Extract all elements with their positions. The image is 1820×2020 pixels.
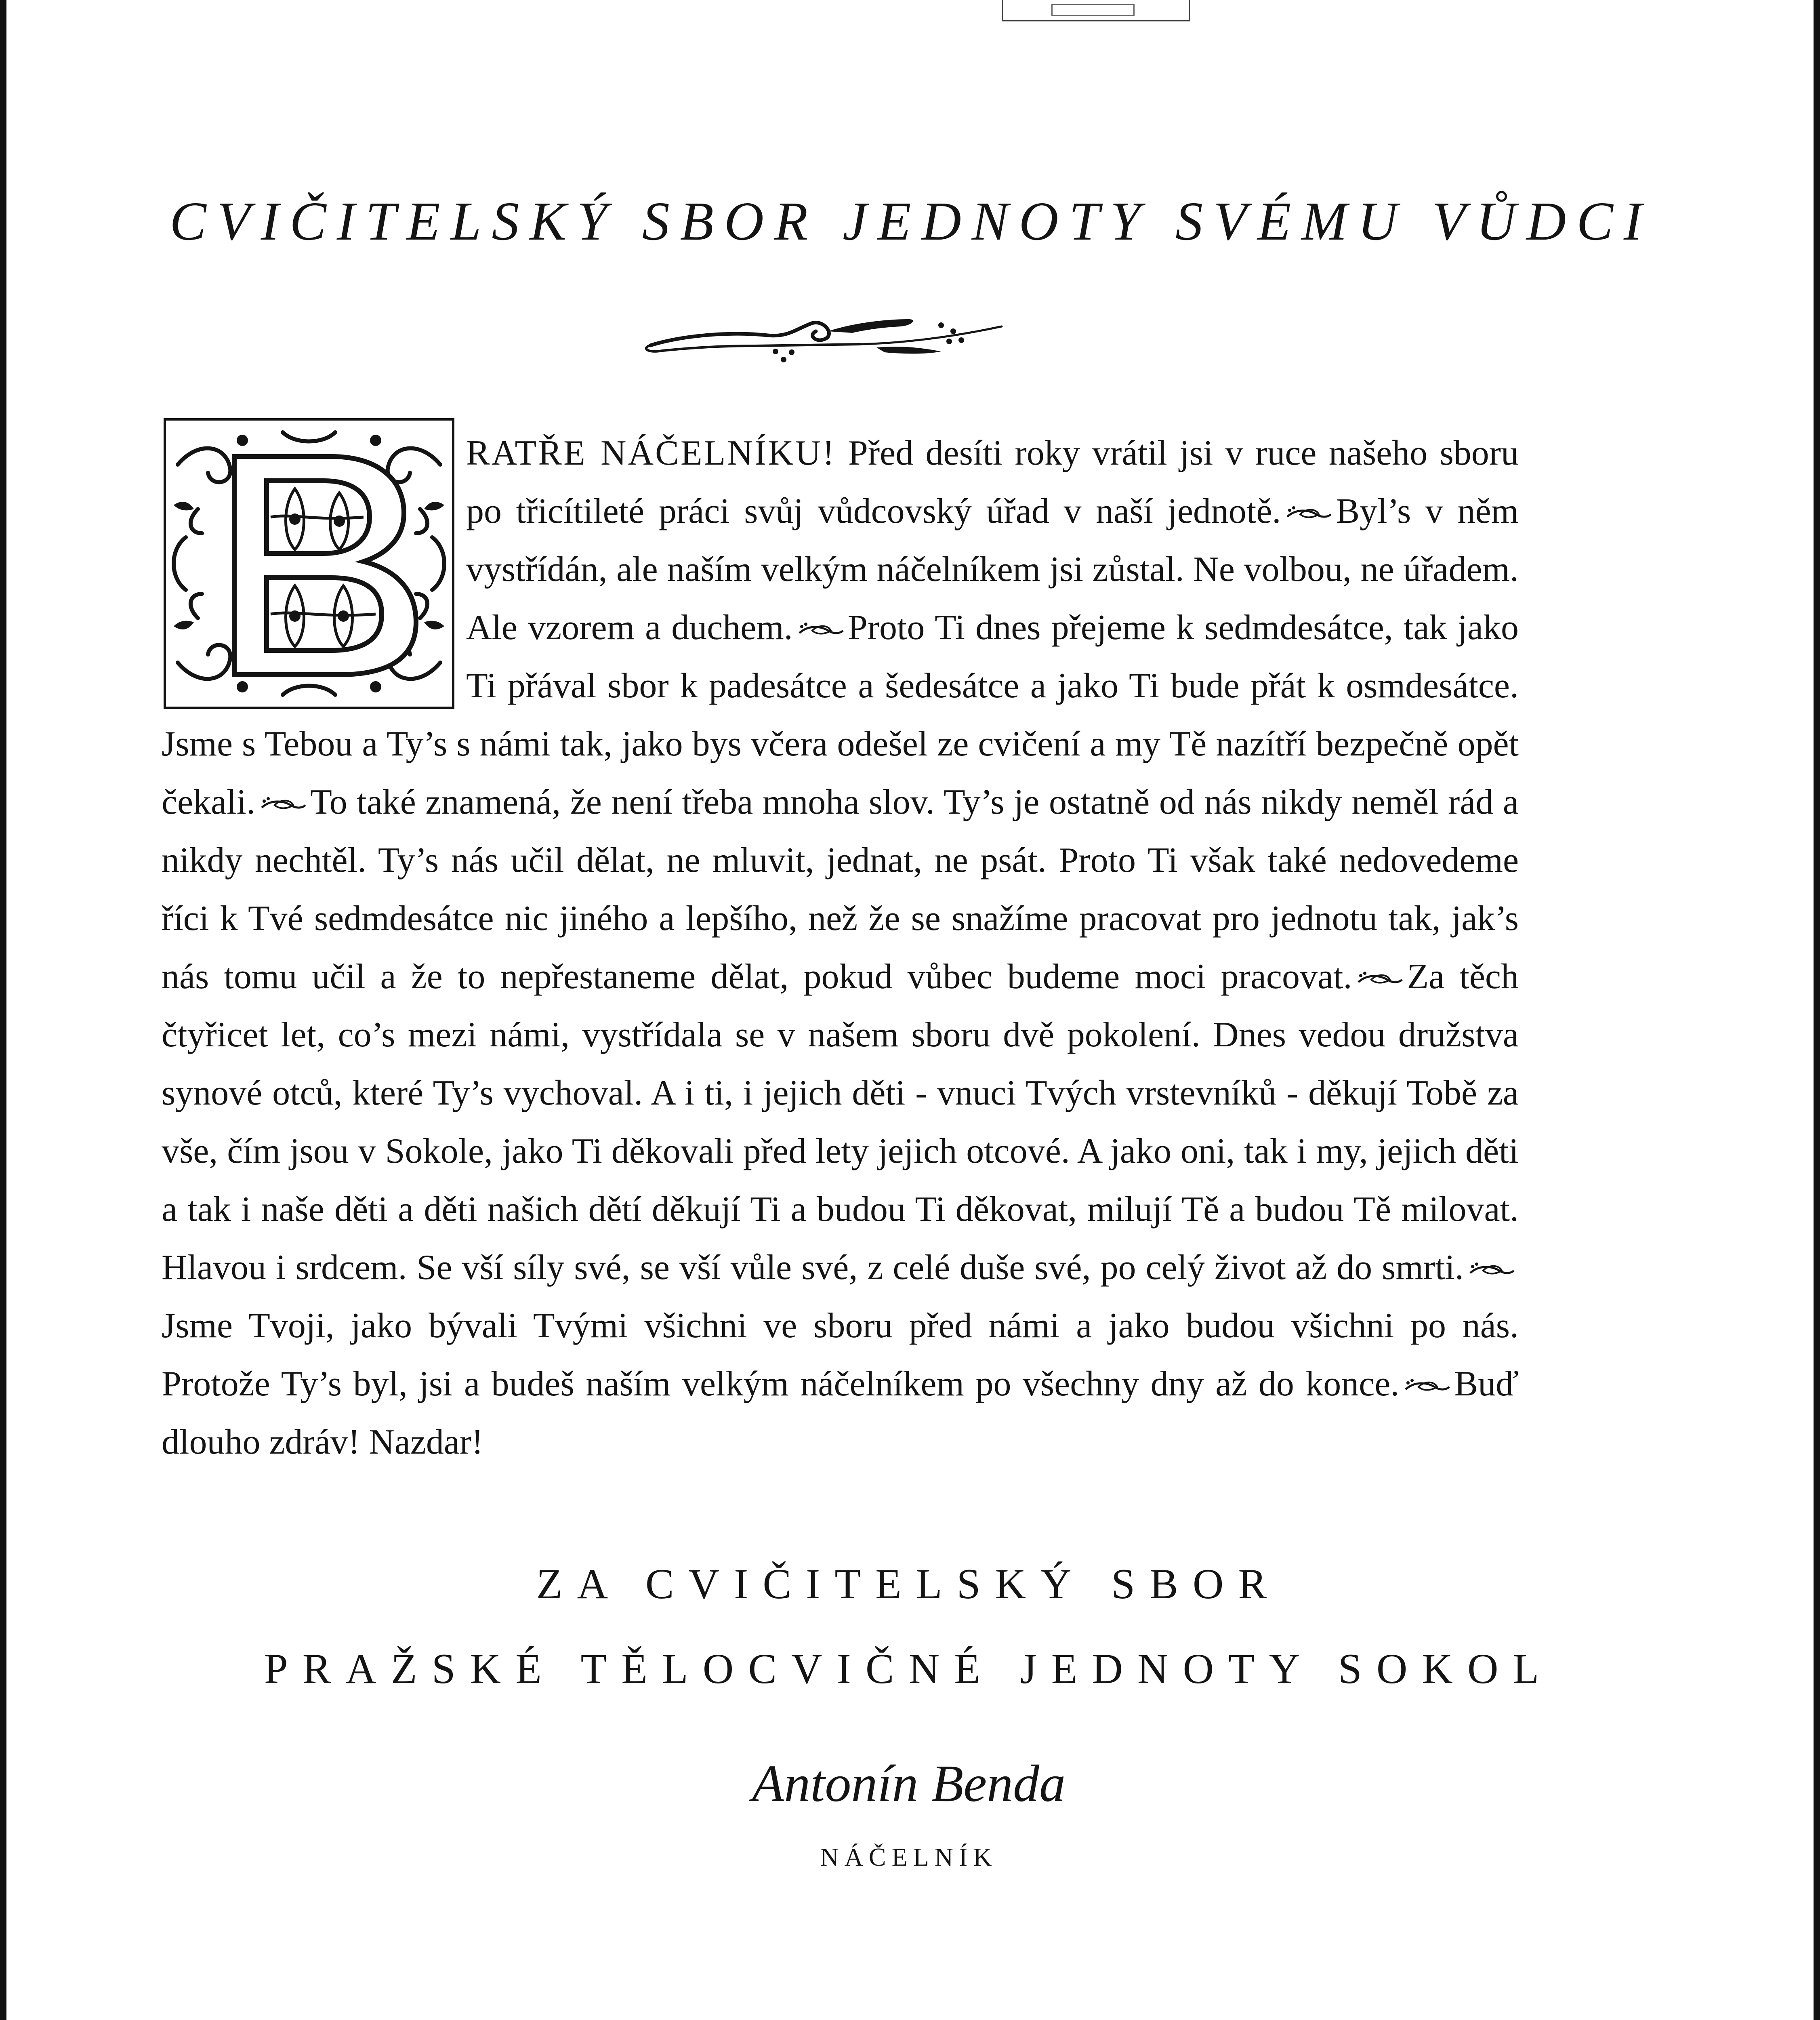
letter-salutation: RATŘE NÁČELNÍKU!: [466, 433, 836, 473]
letter-body: [162, 424, 1519, 1471]
scan-top-marks: [1002, 0, 1190, 21]
scan-border-left: [0, 0, 6, 2020]
page-title: CVIČITELSKÝ SBOR JEDNOTY SVÉMU VŮDCI: [170, 191, 1653, 252]
letter-sentence-4: To také znamená, že není třeba mnoha slov. Ty’s je ostatně od nás nikdy neměl rád a nikdy nechtěl. Ty’s nás učil dělat, ne mluvit, jednat, ne psát. Proto Ti však také nedovedeme říci k Tvé sedmdesátce nic jiného a lepšího, než že se snažíme pracovat pro jednotu tak, jak’s nás tomu učil a že to nepřestaneme dělat, pokud vůbec budeme moci pracovat.: [162, 783, 1519, 996]
drop-cap-space: [162, 424, 456, 715]
letter-sentence-1: Před desíti roky vrátil jsi v ruce našeho sboru po třicítileté práci svůj vůdcovský úřad v naší jednotě.: [466, 433, 1519, 531]
signatory-name: Antonín Benda: [752, 1755, 1066, 1813]
letter-sentence-5: Za těch čtyřicet let, co’s mezi námi, vystřídala se v našem sboru dvě pokolení. Dnes vedou družstva synové otců, které Ty’s vychoval. A i ti, i jejich děti - vnuci Tvých vrstevníků - děkují Tobě za vše, čím jsou v Sokole, jako Ti děkovali před lety jejich otcové. A jako oni, tak i my, jejich děti a tak i naše děti a děti našich dětí děkují Ti a budou Ti děkovat, milují Tě a budou Tě milovat. Hlavou i srdcem. Se vší síly své, se vší vůle své, z celé duše své, po celý život až do smrti.: [162, 957, 1519, 1287]
signatory-role: NÁČELNÍK: [820, 1843, 998, 1871]
scan-border-right: [1814, 0, 1820, 2020]
leaf-ornament-icon: [258, 795, 307, 816]
leaf-ornament-icon: [1467, 1261, 1515, 1281]
letter-sentence-6: Jsme Tvoji, jako bývali Tvými všichni ve sboru před námi a jako budou všichni po nás. Protože Ty’s byl, jsi a budeš naším velkým náčelníkem po všechny dny až do konce.: [162, 1306, 1519, 1403]
signature-line-2: PRAŽSKÉ TĚLOCVIČNÉ JEDNOTY SOKOL: [264, 1645, 1554, 1692]
leaf-ornament-icon: [1402, 1377, 1451, 1397]
letter-sentence-2: Byl’s v něm vystřídán, ale naším velkým náčelníkem jsi zůstal. Ne volbou, ne úřadem. Ale vzorem a duchem.: [466, 492, 1519, 647]
leaf-ornament-icon: [796, 621, 845, 641]
signature-line-1: ZA CVIČITELSKÝ SBOR: [536, 1560, 1282, 1608]
leaf-ornament-icon: [1284, 505, 1332, 525]
fleuron-ornament-icon: [634, 307, 1018, 368]
leaf-ornament-icon: [1355, 970, 1404, 990]
letter-closing: Buď dlouho zdráv! Nazdar!: [162, 1364, 1519, 1462]
letter-sentence-3: Proto Ti dnes přejeme k sedmdesátce, tak jako Ti přával sbor k padesátce a šedesátce a jako Ti bude přát k osmdesátce. Jsme s Tebou a Ty’s s námi tak, jako bys včera odešel ze cvičení a my Tě nazítří bezpečně opět čekali.: [162, 608, 1519, 822]
